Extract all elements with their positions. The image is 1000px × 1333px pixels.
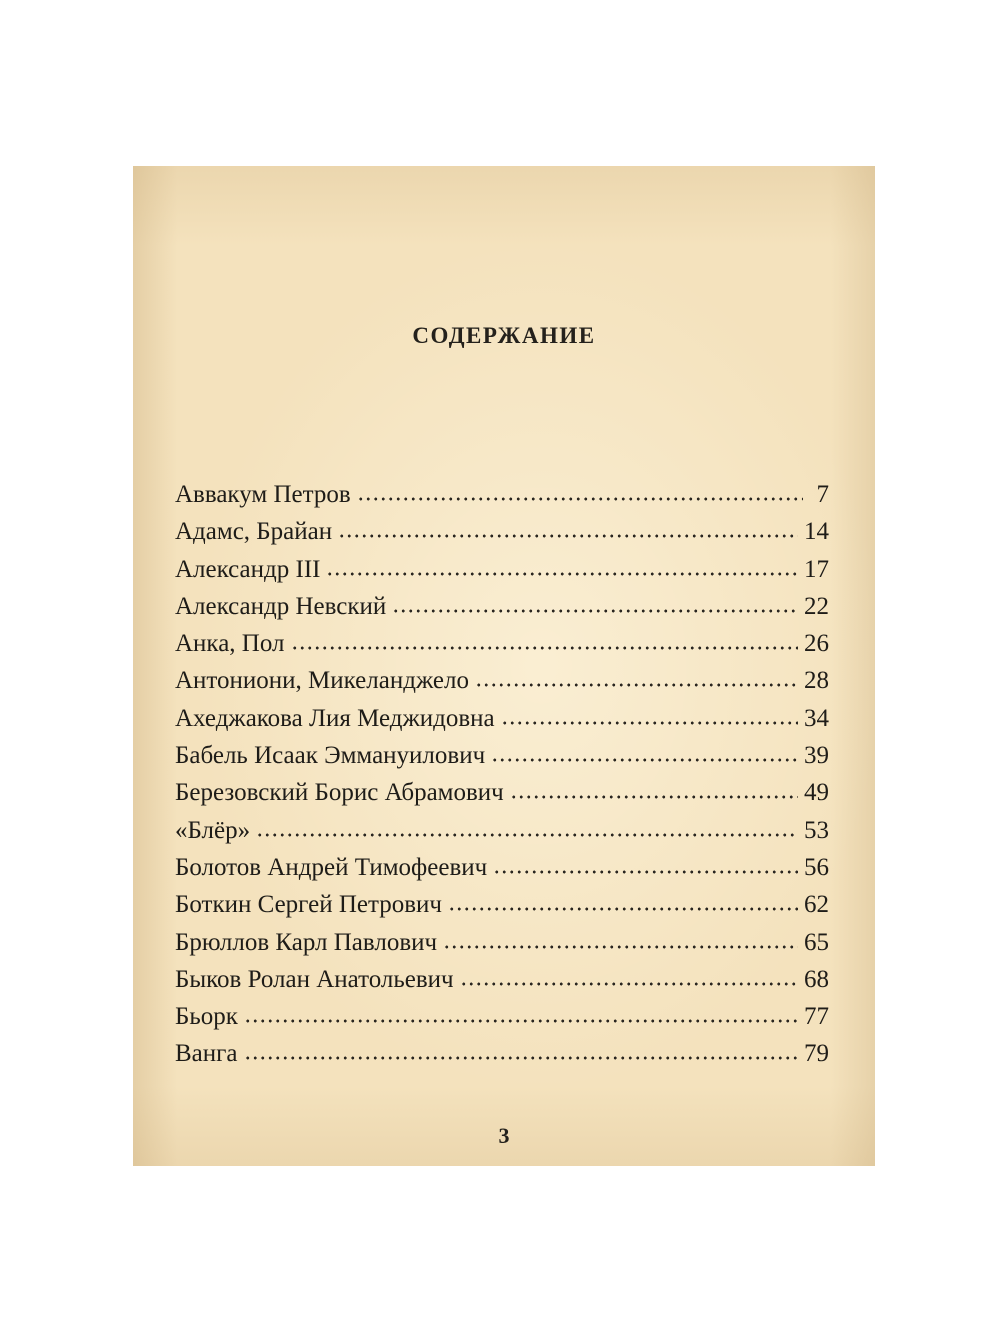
toc-entry-page: 77 [804, 1003, 829, 1031]
toc-entry-name: Александр Невский [175, 592, 387, 620]
table-of-contents [175, 476, 829, 1073]
toc-leader-dots [244, 1017, 798, 1025]
toc-entry-name: Антониони, Микеланджело [175, 667, 469, 695]
toc-entry-page: 22 [804, 592, 829, 620]
toc-entry-name: Болотов Андрей Тимофеевич [175, 853, 488, 881]
toc-entry-page: 17 [804, 555, 829, 583]
toc-entry-name: Ванга [175, 1040, 238, 1068]
toc-entry-page: 39 [804, 742, 829, 770]
toc-entry-page: 26 [804, 630, 829, 658]
toc-leader-dots [448, 905, 798, 913]
toc-leader-dots [491, 756, 798, 764]
toc-entry-name: Березовский Борис Абрамович [175, 779, 504, 807]
toc-leader-dots [392, 607, 798, 615]
page-title: СОДЕРЖАНИЕ [412, 323, 596, 348]
toc-entry-name: Брюллов Карл Павлович [175, 928, 438, 956]
toc-leader-dots [493, 868, 798, 876]
toc-leader-dots [357, 495, 803, 503]
toc-leader-dots [501, 719, 798, 727]
toc-entry-page: 34 [804, 704, 829, 732]
toc-entry [175, 774, 829, 811]
toc-entry [175, 551, 829, 588]
toc-entry [175, 886, 829, 923]
toc-entry-page: 7 [816, 481, 829, 508]
toc-entry [175, 924, 829, 961]
toc-leader-dots [244, 1054, 799, 1062]
toc-entry [175, 961, 829, 998]
toc-leader-dots [510, 793, 798, 801]
toc-entry-page: 79 [804, 1040, 829, 1068]
toc-entry-page: 68 [804, 965, 829, 993]
toc-leader-dots [443, 943, 798, 951]
toc-entry-name: Аввакум Петров [175, 481, 351, 508]
toc-entry [175, 1035, 829, 1072]
toc-entry-name: Боткин Сергей Петрович [175, 891, 442, 919]
toc-entry-page: 49 [804, 779, 829, 807]
toc-entry [175, 476, 829, 513]
toc-leader-dots [291, 644, 799, 652]
toc-entry-name: Адамс, Брайан [175, 518, 333, 546]
toc-entry-name: Бабель Исаак Эммануилович [175, 742, 486, 770]
toc-entry-name: Анка, Пол [175, 630, 285, 658]
toc-entry [175, 513, 829, 550]
toc-entry [175, 849, 829, 886]
toc-leader-dots [338, 532, 798, 540]
toc-leader-dots [256, 831, 798, 839]
toc-entry-page: 56 [804, 853, 829, 881]
toc-entry-name: Ахеджакова Лия Меджидовна [175, 704, 495, 732]
toc-entry [175, 700, 829, 737]
book-page [133, 166, 875, 1166]
toc-entry-name: Быков Ролан Анатольевич [175, 965, 454, 993]
toc-leader-dots [475, 681, 798, 689]
toc-entry [175, 625, 829, 662]
toc-entry-name: Александр III [175, 555, 321, 583]
toc-entry-name: Бьорк [175, 1003, 238, 1031]
toc-entry [175, 662, 829, 699]
toc-entry-page: 65 [804, 928, 829, 956]
toc-entry [175, 588, 829, 625]
toc-entry-page: 28 [804, 667, 829, 695]
toc-leader-dots [460, 980, 798, 988]
toc-entry-page: 62 [804, 891, 829, 919]
page-number: 3 [498, 1123, 510, 1148]
toc-entry-page: 14 [804, 518, 829, 546]
toc-leader-dots [326, 570, 798, 578]
toc-entry-page: 53 [804, 816, 829, 844]
toc-entry [175, 737, 829, 774]
toc-entry-name: «Блёр» [175, 816, 251, 844]
toc-entry [175, 998, 829, 1035]
toc-entry [175, 812, 829, 849]
